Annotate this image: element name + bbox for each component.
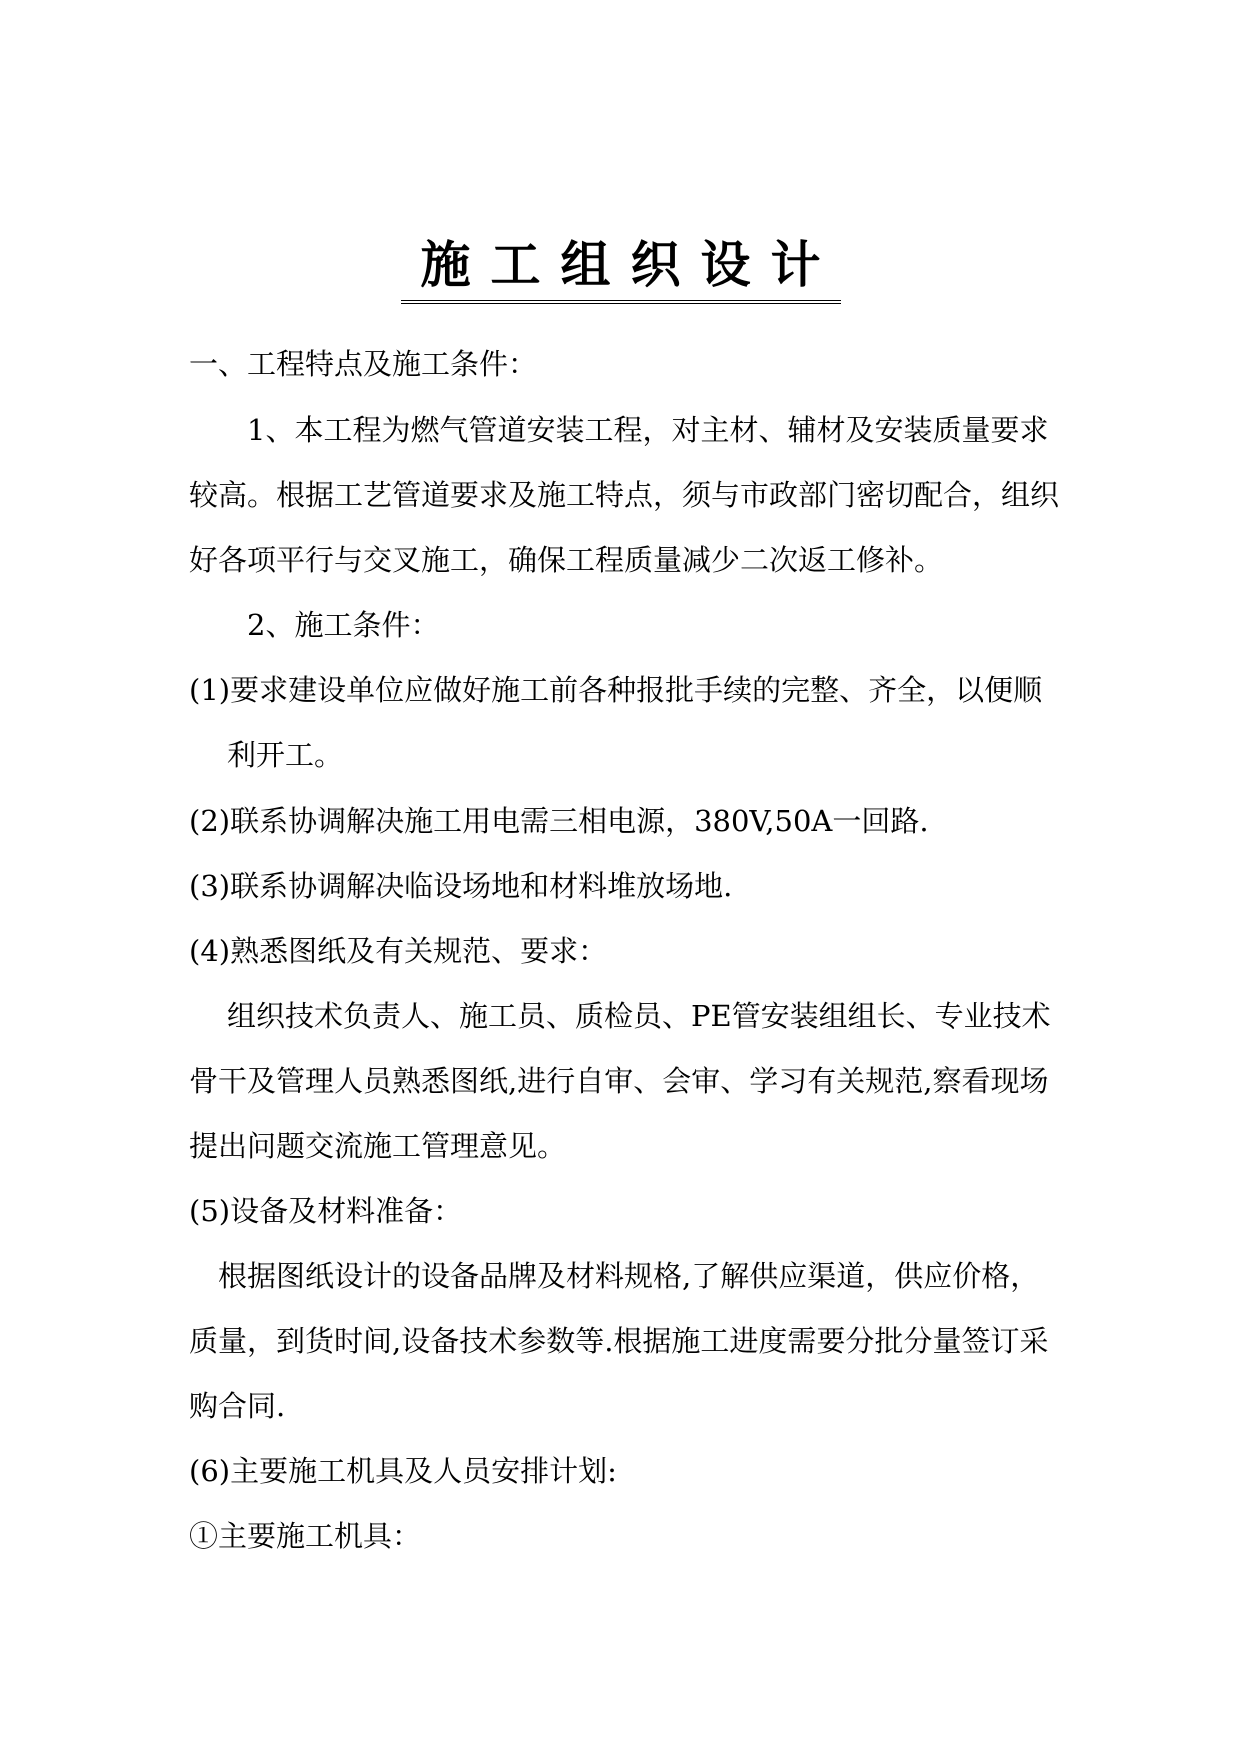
list-item: (4)熟悉图纸及有关规范、要求： [189, 934, 608, 968]
paragraph-line: 提出问题交流施工管理意见。 [189, 1129, 567, 1163]
paragraph-line: 购合同. [189, 1389, 286, 1423]
paragraph-line: 根据图纸设计的设备品牌及材料规格,了解供应渠道，供应价格， [218, 1259, 1040, 1293]
paragraph-line: 组织技术负责人、施工员、质检员、PE管安装组组长、专业技术 [227, 999, 1051, 1033]
list-item: (5)设备及材料准备： [189, 1194, 463, 1228]
document-title: 施工组织设计 [401, 232, 841, 304]
paragraph-line: 较高。根据工艺管道要求及施工特点，须与市政部门密切配合，组织 [189, 478, 1060, 512]
paragraph-line: 质量，到货时间,设备技术参数等.根据施工进度需要分批分量签订采 [189, 1324, 1049, 1358]
list-item: (6)主要施工机具及人员安排计划: [189, 1454, 617, 1488]
document-title-block [0, 232, 1241, 304]
list-item: (2)联系协调解决施工用电需三相电源，380V,50A一回路. [189, 804, 929, 838]
paragraph-line: 1、本工程为燃气管道安装工程，对主材、辅材及安装质量要求 [247, 413, 1049, 447]
list-item-continuation: 利开工。 [227, 738, 344, 772]
list-item: ①主要施工机具： [189, 1519, 422, 1553]
list-item: (1)要求建设单位应做好施工前各种报批手续的完整、齐全，以便顺 [189, 673, 1043, 707]
subsection-heading: 2、施工条件： [247, 608, 440, 642]
section-heading: 一、工程特点及施工条件： [189, 347, 538, 381]
paragraph-line: 好各项平行与交叉施工，确保工程质量减少二次返工修补。 [189, 543, 944, 577]
paragraph-line: 骨干及管理人员熟悉图纸,进行自审、会审、学习有关规范,察看现场 [189, 1064, 1049, 1098]
list-item: (3)联系协调解决临设场地和材料堆放场地. [189, 869, 733, 903]
